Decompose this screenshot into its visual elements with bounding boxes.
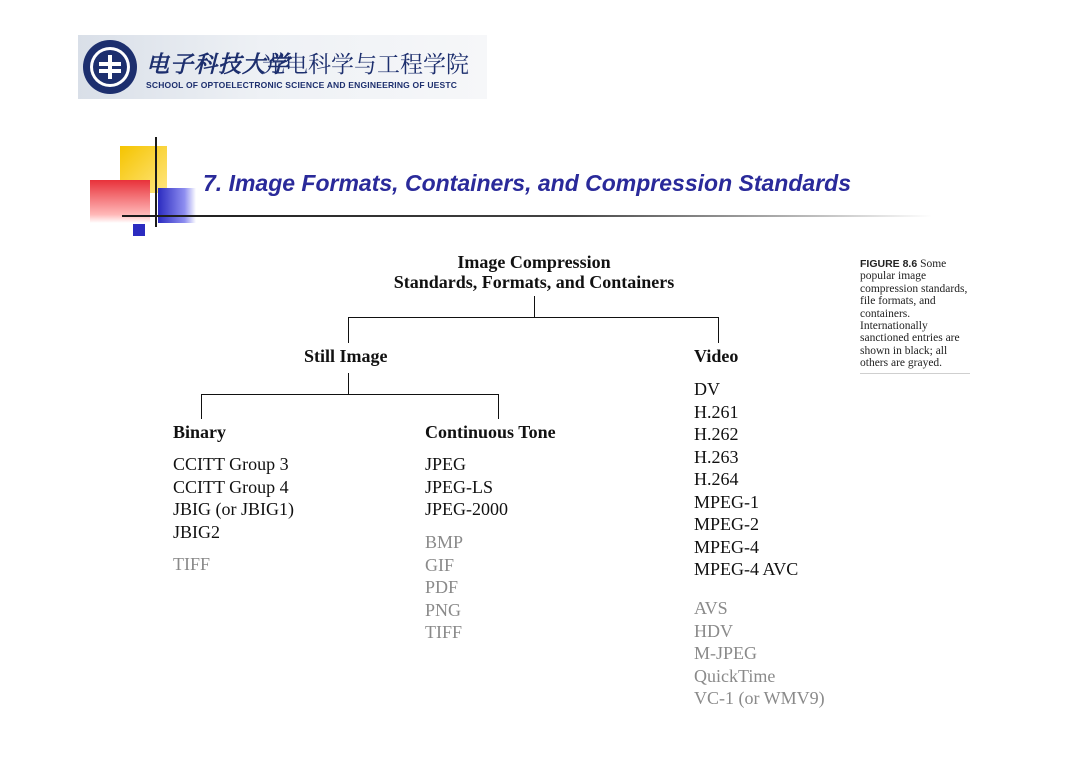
university-name-cn: 电子科技大学 <box>146 51 290 78</box>
figure-caption-text: Some popular image compression standards, file formats, and containers. Internationally sanctioned entries are shown in black; all others are grayed. <box>860 258 968 370</box>
binary-drop <box>201 394 202 419</box>
list-item: MPEG-2 <box>694 514 760 534</box>
continuous-tone-node: Continuous Tone <box>425 422 556 442</box>
list-item: JPEG-2000 <box>425 499 509 519</box>
list-item: JPEG <box>425 454 467 474</box>
video-others-list <box>694 597 825 710</box>
still-image-node: Still Image <box>304 346 388 366</box>
continuous-drop <box>498 394 499 419</box>
list-item: H.261 <box>694 401 739 422</box>
title-vertical-bar <box>155 137 157 227</box>
root-branch <box>348 317 719 318</box>
title-square-blue <box>158 188 196 223</box>
video-node: Video <box>694 346 739 366</box>
figure-label: FIGURE 8.6 <box>860 258 918 270</box>
list-item: MPEG-4 AVC <box>694 559 799 579</box>
list-item: PNG <box>425 599 462 620</box>
list-item: MPEG-1 <box>694 491 760 512</box>
list-item: TIFF <box>425 622 463 642</box>
still-drop <box>348 317 349 343</box>
binary-others-list <box>173 553 210 576</box>
list-item: H.262 <box>694 424 739 444</box>
root-node-line2: Standards, Formats, and Containers <box>393 272 675 292</box>
list-item: PDF <box>425 577 459 597</box>
list-item: VC-1 (or WMV9) <box>694 688 825 708</box>
list-item: HDV <box>694 620 733 641</box>
list-item: CCITT Group 4 <box>173 476 289 497</box>
list-item: JBIG2 <box>173 521 221 542</box>
school-name-cn: 光电科学与工程学院 <box>262 52 469 78</box>
list-item: JBIG (or JBIG1) <box>173 499 294 519</box>
video-standards-list <box>694 378 798 581</box>
list-item: TIFF <box>173 554 211 574</box>
continuous-others-list <box>425 531 463 644</box>
list-item: CCITT Group 3 <box>173 454 289 474</box>
list-item: AVS <box>694 598 728 618</box>
list-item: H.263 <box>694 446 739 467</box>
still-branch <box>201 394 499 395</box>
still-stem <box>348 373 349 394</box>
binary-standards-list <box>173 453 294 543</box>
list-item: M-JPEG <box>694 643 758 663</box>
root-stem <box>534 296 535 317</box>
title-square-small-blue <box>133 224 145 236</box>
school-name-en: SCHOOL OF OPTOELECTRONIC SCIENCE AND ENGINEERING OF UESTC <box>146 80 458 90</box>
continuous-standards-list <box>425 453 508 521</box>
list-item: QuickTime <box>694 665 776 686</box>
video-drop <box>718 317 719 343</box>
list-item: MPEG-4 <box>694 536 760 557</box>
list-item: BMP <box>425 532 464 552</box>
list-item: JPEG-LS <box>425 476 494 497</box>
figure-caption <box>860 258 970 374</box>
uestc-emblem-icon <box>82 39 138 95</box>
root-node-line1: Image Compression <box>457 252 611 272</box>
slide-title: 7. Image Formats, Containers, and Compression Standards <box>203 170 851 196</box>
title-rule <box>122 215 932 217</box>
list-item: GIF <box>425 554 455 575</box>
binary-node: Binary <box>173 422 227 442</box>
list-item: DV <box>694 379 720 399</box>
list-item: H.264 <box>694 469 739 489</box>
